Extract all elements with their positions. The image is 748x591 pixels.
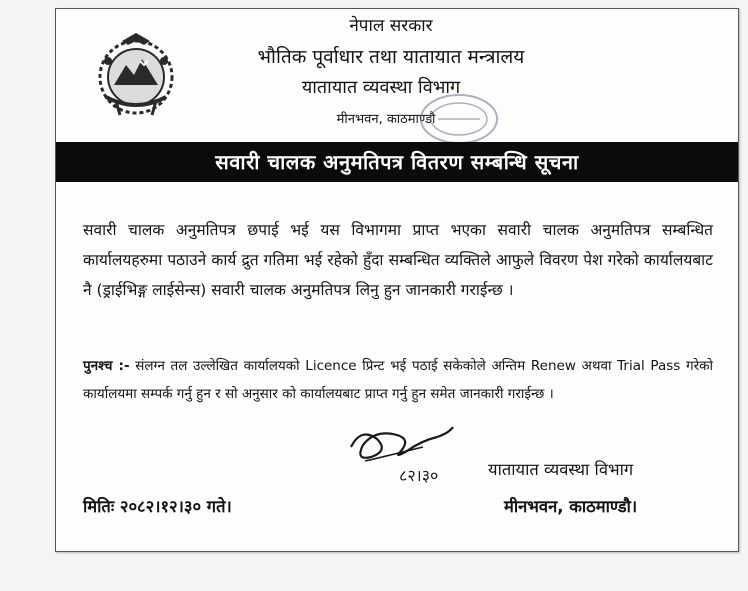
department-name: यातायात व्यवस्था विभाग (301, 77, 461, 98)
footer-address: मीनभवन, काठमाण्डौ। (504, 497, 638, 516)
postscript-lead: पुनश्च :- (83, 358, 130, 374)
signature-icon (341, 417, 461, 487)
notice-date: मितिः २०८२।१२।३० गते। (83, 497, 232, 516)
ministry-name: भौतिक पूर्वाधार तथा यातायात मन्त्रालय (257, 46, 525, 68)
signature-date: ८२।३० (399, 466, 439, 485)
department-address: मीनभवन, काठमाण्डौ (336, 112, 436, 127)
postscript-text: संलग्न तल उल्लेखित कार्यालयको Licence प्रिन्ट भई पठाई सकेकोले अन्तिम Renew अथवा Trial Pass गरेको कार्यालयमा सम्पर्क गर्नु हुन र सो अनुसार को कार्यालयबाट प्राप्त गर्नु हुन समेत जानकारी गराईन्छ । (83, 358, 713, 402)
postscript-note (83, 352, 713, 408)
notice-title-bar: सवारी चालक अनुमतिपत्र वितरण सम्बन्धि सूचना (56, 142, 738, 182)
office-stamp-icon (416, 91, 502, 147)
notice-sheet (55, 8, 739, 552)
footer-department: यातायात व्यवस्था विभाग (488, 460, 634, 479)
government-name: नेपाल सरकार (349, 16, 433, 36)
nepal-emblem-icon (86, 31, 186, 119)
notice-body: सवारी चालक अनुमतिपत्र छपाई भई यस विभागमा प्राप्त भएका सवारी चालक अनुमतिपत्र सम्बन्धित कार्यालयहरुमा पठाउने कार्य द्रुत गतिमा भई रहेको हुँदा सम्बन्धित व्यक्तिले आफुले विवरण पेश गरेको कार्यालयबाट नै (ड्राईभिङ्ग लाईसेन्स) सवारी चालक अनुमतिपत्र लिनु हुन जानकारी गराईन्छ । (83, 221, 713, 299)
